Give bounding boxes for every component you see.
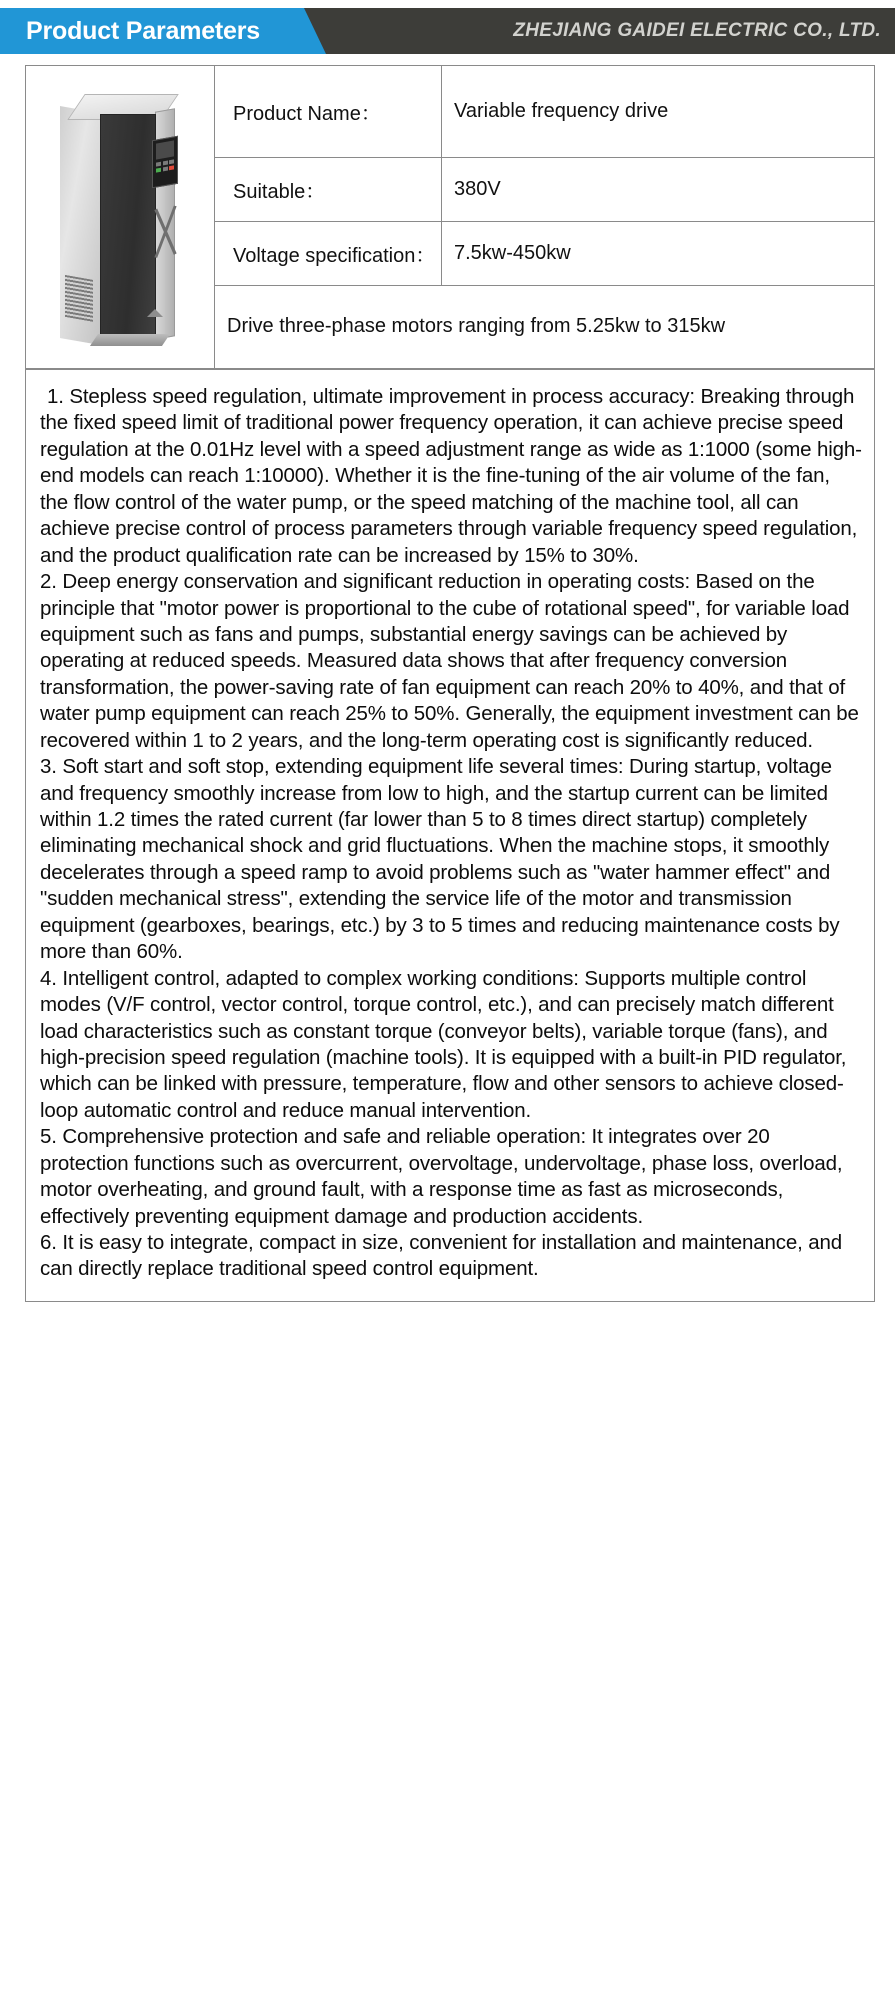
vfd-key <box>163 161 168 166</box>
table-row <box>26 66 874 158</box>
company-name: ZHEJIANG GAIDEI ELECTRIC CO., LTD. <box>513 20 881 41</box>
vfd-base <box>90 334 170 346</box>
vfd-key <box>169 159 174 164</box>
vfd-keypad <box>152 136 178 189</box>
vfd-side-panel <box>60 106 103 346</box>
description-paragraph-2: 2. Deep energy conservation and significant reduction in operating costs: Based on the principle that "motor power is proportional to the cube of rotational speed", for variable load equipment such as fans and pumps, substantial energy savings can be achieved by operating at reduced speeds. Measured data shows that after frequency conversion transformation, the power-saving rate of fan equipment can reach 20% to 40%, and that of water pump equipment can reach 25% to 50%. Generally, the equipment investment can be recovered within 1 to 2 years, and the long-term operating cost is significantly reduced. <box>40 570 859 752</box>
product-description <box>26 369 874 1301</box>
spec-key-product-name: Product Name： <box>215 66 442 158</box>
product-parameters-sheet <box>25 65 875 1302</box>
vfd-key <box>163 166 168 171</box>
vfd-front-face <box>100 114 156 344</box>
vfd-x-accent <box>152 204 176 260</box>
vfd-display-screen <box>156 140 174 159</box>
spec-key-voltage-specification: Voltage specification： <box>215 222 442 286</box>
header-tab-product-parameters <box>0 8 304 54</box>
spec-value-suitable: 380V <box>442 158 875 222</box>
spec-key-suitable: Suitable： <box>215 158 442 222</box>
vfd-key-stop <box>169 165 174 170</box>
spec-value-product-name: Variable frequency drive <box>442 66 875 158</box>
description-paragraph-5: 5. Comprehensive protection and safe and reliable operation: It integrates over 20 protection functions such as overcurrent, overvoltage, undervoltage, phase loss, overload, motor overheating, and ground fault, with a response time as fast as microseconds, effectively preventing equipment damage and production accidents. <box>40 1125 843 1228</box>
description-paragraph-6: 6. It is easy to integrate, compact in size, convenient for installation and maintenance, and can directly replace traditional speed control equipment. <box>40 1231 842 1281</box>
description-paragraph-4: 4. Intelligent control, adapted to complex working conditions: Supports multiple control modes (V/F control, vector control, torque control, etc.), and can precisely match different load characteristics such as constant torque (conveyor belts), variable torque (fans), and high-precision speed regulation (machine tools). It is equipped with a built-in PID regulator, which can be linked with pressure, temperature, flow and other sensors to achieve closed-loop automatic control and reduce manual intervention. <box>40 966 847 1122</box>
spec-value-voltage-specification: 7.5kw-450kw <box>442 222 875 286</box>
description-paragraph-3: 3. Soft start and soft stop, extending equipment life several times: During startup, voltage and frequency smoothly increase from low to high, and the startup current can be limited within 1.2 times the rated current (far lower than 5 to 8 times direct startup) completely eliminating mechanical shock and grid fluctuations. When the machine stops, it smoothly decelerates through a speed ramp to avoid problems such as "water hammer effect" and "sudden mechanical stress", extending the service life of the motor and transmission equipment (gearboxes, bearings, etc.) by 3 to 5 times and reducing maintenance costs by more than 60%. <box>40 755 840 964</box>
vfd-unit-illustration <box>60 94 178 342</box>
product-image <box>60 88 180 346</box>
page-header <box>0 8 895 54</box>
product-photo-cell <box>26 66 215 369</box>
vfd-key <box>156 162 161 167</box>
vfd-key-grid <box>156 159 174 172</box>
specification-table <box>26 66 874 369</box>
header-tab-label: Product Parameters <box>26 16 260 45</box>
vfd-key-run <box>156 167 161 172</box>
description-paragraph-1: 1. Stepless speed regulation, ultimate improvement in process accuracy: Breaking through the fixed speed limit of traditional power frequency operation, it can achieve precise speed regulation at the 0.01Hz level with a speed adjustment range as wide as 1:1000 (some high-end models can reach 1:10000). Whether it is the fine-tuning of the air volume of the fan, the flow control of the water pump, or the speed matching of the machine tool, all can achieve precise control of process parameters through variable frequency speed regulation, and the product qualification rate can be increased by 15% to 30%. <box>40 385 862 567</box>
spec-motor-range-note: Drive three-phase motors ranging from 5.25kw to 315kw <box>215 286 875 369</box>
